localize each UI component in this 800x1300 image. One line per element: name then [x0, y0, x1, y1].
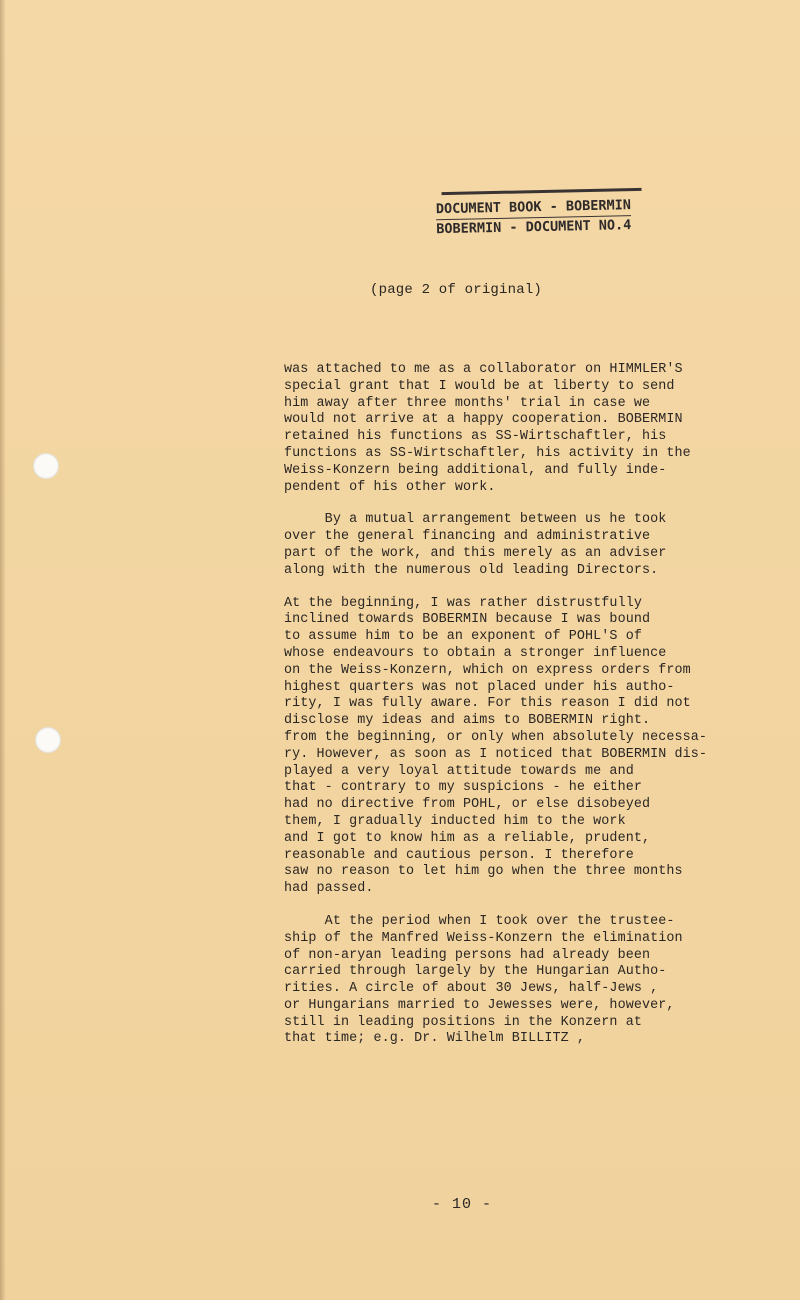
text-line: of non-aryan leading persons had already been	[284, 947, 651, 963]
text-line: saw no reason to let him go when the three months	[284, 864, 683, 880]
page-edge-shadow	[0, 0, 6, 1300]
text-line: whose endeavours to obtain a stronger influence	[284, 645, 667, 661]
paragraph-gap	[284, 580, 714, 596]
text-line: retained his functions as SS-Wirtschaftler, his	[284, 429, 667, 445]
text-line: or Hungarians married to Jewesses were, however,	[284, 997, 675, 1013]
text-line: ship of the Manfred Weiss-Konzern the elimination	[284, 930, 683, 946]
text-line: highest quarters was not placed under his autho-	[284, 679, 675, 695]
text-line: part of the work, and this merely as an adviser	[284, 545, 667, 561]
text-line: functions as SS-Wirtschaftler, his activity in the	[284, 445, 691, 461]
paragraph	[284, 512, 714, 579]
text-line: ry. However, as soon as I noticed that BOBERMIN dis-	[284, 746, 708, 762]
text-line: over the general financing and administrative	[284, 529, 651, 545]
paragraph-gap	[284, 496, 714, 512]
text-line: pendent of his other work.	[284, 479, 496, 495]
text-line: that time; e.g. Dr. Wilhelm BILLITZ ,	[284, 1031, 586, 1047]
body-text	[284, 362, 714, 1048]
text-line: on the Weiss-Konzern, which on express orders from	[284, 662, 691, 678]
punch-hole-bottom	[35, 727, 61, 753]
text-line: to assume him to be an exponent of POHL'S of	[284, 629, 642, 645]
text-line: and I got to know him as a reliable, prudent,	[284, 830, 651, 846]
paragraph	[284, 362, 714, 496]
paragraph	[284, 596, 714, 898]
stamp-line-1: DOCUMENT BOOK - BOBERMIN	[436, 196, 631, 220]
text-line: had no directive from POHL, or else disobeyed	[284, 797, 651, 813]
text-line: rities. A circle of about 30 Jews, half-Jews ,	[284, 981, 659, 997]
text-line: had passed.	[284, 881, 374, 897]
text-line: inclined towards BOBERMIN because I was bound	[284, 612, 651, 628]
text-line: them, I gradually inducted him to the work	[284, 813, 626, 829]
text-line: disclose my ideas and aims to BOBERMIN right.	[284, 713, 651, 729]
stamp-rule	[442, 188, 642, 195]
punch-hole-top	[33, 453, 59, 479]
page-heading: (page 2 of original)	[370, 282, 543, 298]
text-line: him away after three months' trial in case we	[284, 395, 651, 411]
stamp-line-2: BOBERMIN - DOCUMENT NO.4	[436, 217, 632, 238]
text-line: At the beginning, I was rather distrustfully	[284, 595, 642, 611]
paragraph-gap	[284, 898, 714, 914]
text-line: along with the numerous old leading Directors.	[284, 562, 659, 578]
page-number: - 10 -	[432, 1196, 493, 1213]
text-line: special grant that I would be at liberty to send	[284, 378, 675, 394]
document-stamp	[436, 188, 649, 238]
text-line: from the beginning, or only when absolutely necessa-	[284, 729, 708, 745]
text-line: reasonable and cautious person. I therefore	[284, 847, 634, 863]
text-line: By a mutual arrangement between us he took	[284, 512, 667, 528]
text-line: that - contrary to my suspicions - he either	[284, 780, 642, 796]
text-line: Weiss-Konzern being additional, and fully inde-	[284, 462, 667, 478]
paragraph	[284, 914, 714, 1048]
text-line: would not arrive at a happy cooperation. BOBERMIN	[284, 412, 683, 428]
text-line: rity, I was fully aware. For this reason I did not	[284, 696, 691, 712]
text-line: played a very loyal attitude towards me and	[284, 763, 634, 779]
text-line: was attached to me as a collaborator on HIMMLER'S	[284, 362, 683, 377]
text-line: still in leading positions in the Konzern at	[284, 1014, 642, 1030]
text-line: carried through largely by the Hungarian Autho-	[284, 964, 667, 980]
text-line: At the period when I took over the trustee-	[284, 913, 675, 929]
